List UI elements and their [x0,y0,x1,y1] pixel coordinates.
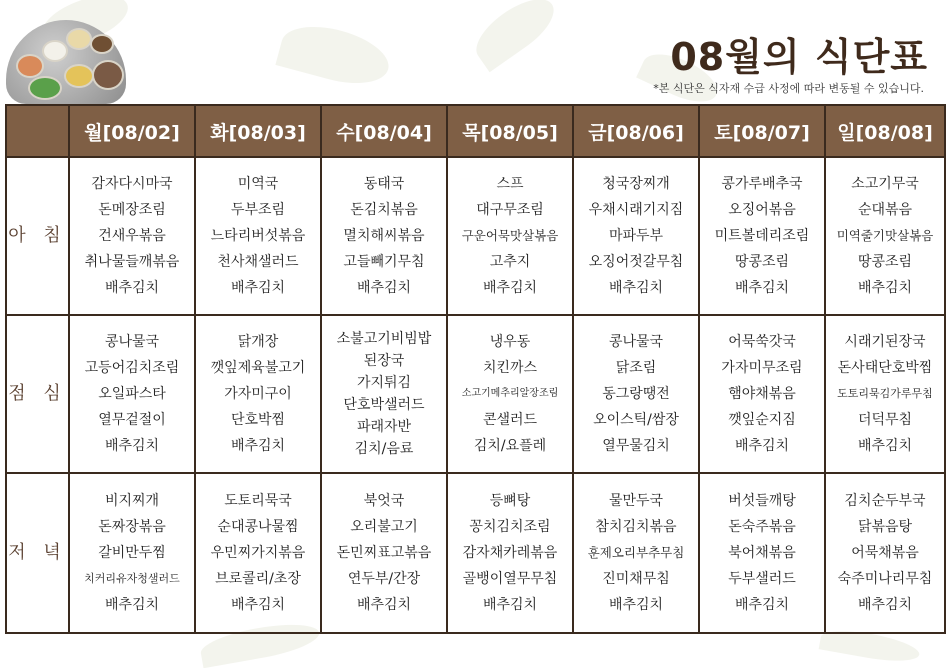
dish-item: 동태국 [363,176,405,192]
dish-item: 등뼈탕 [489,493,531,509]
dish-item: 오징어볶음 [728,202,796,218]
dish-item: 오이스틱/쌈장 [593,412,679,428]
menu-cell [825,315,945,473]
menu-cell [699,157,825,315]
dish-item: 닭볶음탕 [857,519,913,535]
dish-item: 순대볶음 [857,202,913,218]
meal-label: 저 녁 [6,473,69,633]
dish-item: 고들빼기무침 [343,254,425,270]
dish-item: 미역줄기맛살볶음 [836,228,934,243]
dish-item: 두부샐러드 [728,571,796,587]
dish-item: 닭개장 [237,334,279,350]
dish-item: 단호박샐러드 [343,397,425,413]
dish-item: 미트볼데리조림 [714,228,810,244]
dish-item: 북엇국 [363,493,405,509]
meal-label: 아 침 [6,157,69,315]
dish-item: 브로콜리/초장 [215,571,301,587]
dish-item: 배추김치 [857,438,913,454]
dish-item: 치킨까스 [482,360,538,376]
dish-item: 콩나물국 [608,334,664,350]
dish-item: 단호박찜 [230,412,286,428]
menu-cell [447,157,573,315]
menu-cell [321,157,447,315]
dish-item: 동그랑땡전 [602,386,670,402]
meal-row [6,473,945,633]
dish-item: 배추김치 [857,280,913,296]
dish-item: 돈김치볶음 [350,202,418,218]
dish-item: 스프 [496,176,524,192]
dish-item: 우채시래기지짐 [588,202,684,218]
dish-item: 땅콩조림 [734,254,790,270]
dish-item: 고추지 [489,254,531,270]
day-header-3: 목[08/05] [447,105,573,157]
dish-item: 냉우동 [489,334,531,350]
dish-item: 돈메장조림 [98,202,166,218]
dish-item: 배추김치 [104,438,160,454]
dish-item: 고등어김치조림 [84,360,180,376]
dish-item: 소고기메추리알장조림 [461,388,559,399]
dish-item: 순대콩나물찜 [217,519,299,535]
dish-item: 배추김치 [356,597,412,613]
meal-row [6,157,945,315]
dish-item: 돈민찌표고볶음 [336,545,432,561]
dish-item: 배추김치 [734,280,790,296]
day-header-row [6,105,945,157]
dish-item: 소불고기비빔밥 [336,331,432,347]
dish-item: 감자채카레볶음 [462,545,558,561]
dish-item: 멸치해씨볶음 [343,228,425,244]
menu-change-notice: *본 식단은 식자재 수급 사정에 따라 변동될 수 있습니다. [653,82,924,95]
menu-cell [699,315,825,473]
dish-item: 배추김치 [608,280,664,296]
dish-item: 배추김치 [482,280,538,296]
meal-table [5,104,946,634]
dish-item: 미역국 [237,176,279,192]
dish-item: 물만두국 [608,493,664,509]
dish-item: 배추김치 [104,597,160,613]
dish-item: 배추김치 [734,597,790,613]
dish-item: 땅콩조림 [857,254,913,270]
dish-item: 김치/음료 [354,441,414,457]
dish-item: 파래자반 [356,419,412,435]
menu-cell [447,315,573,473]
dish-item: 배추김치 [608,597,664,613]
menu-cell [195,315,321,473]
menu-cell [825,157,945,315]
day-header-2: 수[08/04] [321,105,447,157]
dish-item: 시래기된장국 [844,334,926,350]
dish-item: 대구무조림 [476,202,544,218]
dish-item: 진미채무침 [602,571,670,587]
dish-item: 돈짜장볶음 [98,519,166,535]
dish-item: 참치김치볶음 [595,519,677,535]
dish-item: 감자다시마국 [91,176,173,192]
dish-item: 마파두부 [608,228,664,244]
dish-item: 콩가루배추국 [721,176,803,192]
dish-item: 비지찌개 [104,493,160,509]
dish-item: 천사채샐러드 [217,254,299,270]
meal-row [6,315,945,473]
dish-item: 어묵채볶음 [851,545,919,561]
menu-cell [69,473,195,633]
dish-item: 햄야채볶음 [728,386,796,402]
menu-cell [69,315,195,473]
menu-cell [321,315,447,473]
dish-item: 열무겉절이 [98,412,166,428]
dish-item: 깻잎제육불고기 [210,360,306,376]
page-title: 08월의 식단표 [670,35,928,79]
menu-cell [573,157,699,315]
dish-item: 배추김치 [230,280,286,296]
dish-item: 소고기무국 [851,176,919,192]
dish-item: 배추김치 [857,597,913,613]
dish-item: 콩나물국 [104,334,160,350]
menu-cell [573,473,699,633]
dish-item: 가자미무조림 [721,360,803,376]
dish-item: 김치/요플레 [473,438,547,454]
day-header-6: 일[08/08] [825,105,945,157]
dish-item: 버섯들깨탕 [728,493,796,509]
menu-cell [195,473,321,633]
dish-item: 배추김치 [356,280,412,296]
dish-item: 닭조림 [615,360,657,376]
day-header-1: 화[08/03] [195,105,321,157]
dish-item: 콘샐러드 [482,412,538,428]
dish-item: 배추김치 [104,280,160,296]
dish-item: 더덕무침 [857,412,913,428]
dish-item: 된장국 [363,353,405,369]
dish-item: 숙주미나리무침 [837,571,933,587]
dish-item: 배추김치 [734,438,790,454]
menu-cell [699,473,825,633]
dish-item: 우민찌가지볶음 [210,545,306,561]
dish-item: 청국장찌개 [602,176,670,192]
dish-item: 도토리묵국 [224,493,292,509]
dish-item: 가지튀김 [356,375,412,391]
dish-item: 오리불고기 [350,519,418,535]
dish-item: 배추김치 [482,597,538,613]
dish-item: 열무물김치 [602,438,670,454]
dish-item: 돈사태단호박찜 [837,360,933,376]
menu-cell [69,157,195,315]
food-tray-image [6,20,126,104]
dish-item: 건새우볶음 [98,228,166,244]
day-header-4: 금[08/06] [573,105,699,157]
dish-item: 김치순두부국 [844,493,926,509]
menu-cell [825,473,945,633]
menu-cell [195,157,321,315]
dish-item: 오일파스타 [98,386,166,402]
day-header-5: 토[08/07] [699,105,825,157]
menu-cell [321,473,447,633]
dish-item: 두부조림 [230,202,286,218]
menu-cell [447,473,573,633]
menu-cell [573,315,699,473]
dish-item: 배추김치 [230,597,286,613]
meal-label: 점 심 [6,315,69,473]
dish-item: 치커리유자청샐러드 [84,572,180,585]
dish-item: 배추김치 [230,438,286,454]
dish-item: 훈제오리부추무침 [587,545,685,560]
dish-item: 취나물들깨볶음 [84,254,180,270]
page-header [0,0,950,104]
dish-item: 골뱅이열무무침 [462,571,558,587]
dish-item: 꽁치김치조림 [469,519,551,535]
dish-item: 느타리버섯볶음 [210,228,306,244]
day-header-0: 월[08/02] [69,105,195,157]
dish-item: 깻잎순지짐 [728,412,796,428]
corner-cell [6,105,69,157]
dish-item: 북어채볶음 [728,545,796,561]
dish-item: 연두부/간장 [347,571,421,587]
dish-item: 가자미구이 [224,386,292,402]
dish-item: 갈비만두찜 [98,545,166,561]
dish-item: 돈숙주볶음 [728,519,796,535]
dish-item: 어묵쑥갓국 [728,334,796,350]
dish-item: 도토리묵김가루무침 [837,387,933,400]
dish-item: 오징어젓갈무침 [588,254,684,270]
dish-item: 구운어묵맛살볶음 [461,228,559,243]
